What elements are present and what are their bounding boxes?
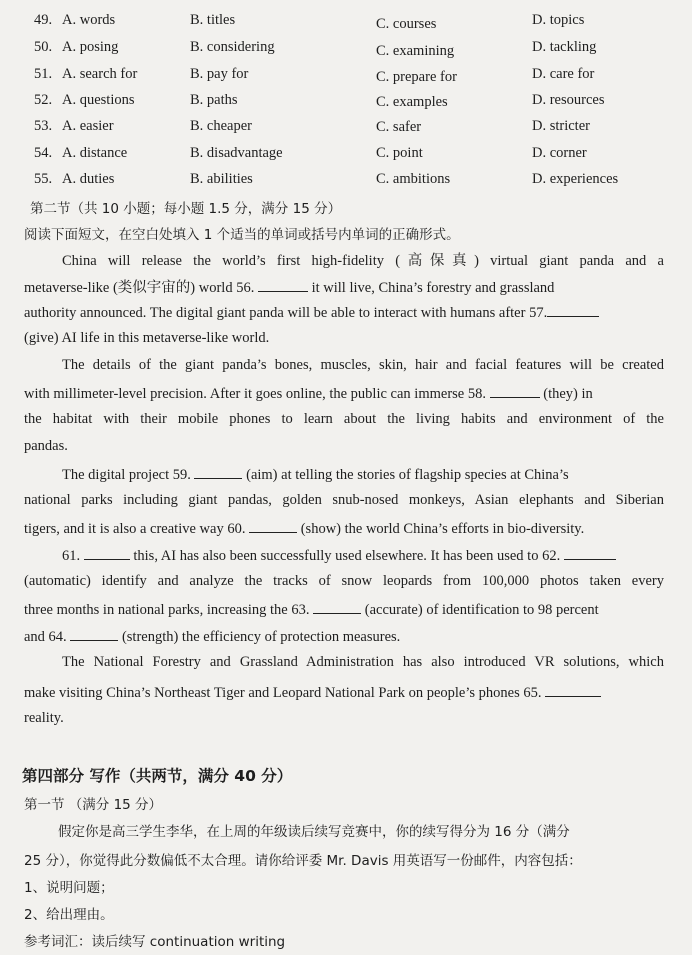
option-row-51	[0, 66, 692, 88]
passage-text: and 64.	[24, 629, 67, 645]
option-b: B. titles	[190, 12, 236, 28]
writing-prompt-line: 25 分），你觉得此分数偏低不太合理。请你给评委 Mr. Davis 用英语写一份邮件，内容包括：	[24, 853, 582, 869]
writing-item: 1、说明问题；	[24, 880, 114, 896]
passage-text: it will live, China’s forestry and grassland	[311, 280, 555, 296]
passage-line: The National Forestry and Grassland Administration has also introduced VR solutions, which	[62, 654, 664, 670]
passage-text: (aim) at telling the stories of flagship species at China’s	[246, 467, 569, 483]
option-d: D. corner	[532, 145, 587, 161]
blank-61[interactable]	[84, 546, 130, 560]
option-b: B. disadvantage	[190, 145, 283, 161]
part4-title: 第四部分 写作（共两节，满分 40 分）	[22, 767, 293, 785]
option-a-text: A. duties	[62, 171, 115, 187]
passage-text: make visiting China’s Northeast Tiger and Leopard National Park on people’s phones 65.	[24, 685, 542, 701]
passage-line	[62, 546, 664, 565]
passage-line: The details of the giant panda’s bones, muscles, skin, hair and facial features will be created	[62, 357, 664, 373]
passage-text: authority announced. The digital giant panda will be able to interact with humans after 57.	[24, 305, 548, 321]
option-d: D. tackling	[532, 39, 597, 55]
passage-line	[24, 384, 664, 403]
passage-line: pandas.	[24, 438, 68, 454]
option-c: C. examples	[376, 94, 448, 110]
option-d: D. resources	[532, 92, 605, 108]
option-c: C. ambitions	[376, 171, 451, 187]
passage-text: metaverse-like (类似宇宙的) world 56.	[24, 280, 255, 296]
option-a: 49.	[34, 12, 53, 28]
blank-65[interactable]	[545, 683, 601, 697]
option-c: C. point	[376, 145, 423, 161]
passage-text: The digital project 59.	[62, 467, 191, 483]
blank-57[interactable]	[547, 303, 599, 317]
blank-63[interactable]	[313, 600, 361, 614]
passage-text: (show) the world China’s efforts in bio-diversity.	[300, 521, 585, 537]
option-row-50	[0, 39, 692, 61]
reference-vocab: 参考词汇：读后续写 continuation writing	[24, 934, 286, 950]
passage-line	[24, 600, 664, 619]
option-d: D. stricter	[532, 118, 590, 134]
writing-prompt-line: 假定你是高三学生李华，在上周的年级读后续写竞赛中，你的续写得分为 16 分（满分	[58, 824, 570, 840]
blank-60[interactable]	[249, 519, 297, 533]
passage-line: the habitat with their mobile phones to learn about the living habits and environment of the	[24, 411, 664, 427]
option-num: 52.	[34, 92, 53, 108]
option-c: C. examining	[376, 43, 455, 59]
blank-58[interactable]	[490, 384, 540, 398]
section2-instruction: 阅读下面短文，在空白处填入 1 个适当的单词或括号内单词的正确形式。	[24, 227, 460, 243]
option-d: D. topics	[532, 12, 585, 28]
option-a-text: A. easier	[62, 118, 114, 134]
passage-text: (they) in	[543, 386, 593, 402]
option-num: 55.	[34, 171, 53, 187]
option-b: B. considering	[190, 39, 275, 55]
passage-line	[24, 683, 664, 702]
option-num: 53.	[34, 118, 53, 134]
passage-text: with millimeter-level precision. After it goes online, the public can immerse 58.	[24, 386, 486, 402]
passage-text: (strength) the efficiency of protection measures.	[121, 629, 401, 645]
passage-text: (accurate) of identification to 98 percent	[364, 602, 599, 618]
passage-line: national parks including giant pandas, golden snub-nosed monkeys, Asian elephants and Siberian	[24, 492, 664, 508]
passage-text: 61.	[62, 548, 81, 564]
blank-59[interactable]	[194, 465, 242, 479]
option-b: B. pay for	[190, 66, 249, 82]
passage-line	[24, 627, 664, 646]
writing-item: 2、给出理由。	[24, 907, 114, 923]
option-row-54	[0, 145, 692, 167]
passage-line: China will release the world’s first high-fidelity (高保真) virtual giant panda and a	[62, 253, 664, 269]
option-c: C. prepare for	[376, 69, 457, 85]
option-a-text: A. words	[62, 12, 116, 28]
option-row-53	[0, 118, 692, 140]
option-row-52	[0, 92, 692, 114]
blank-64[interactable]	[70, 627, 118, 641]
option-num: 54.	[34, 145, 53, 161]
option-d: D. experiences	[532, 171, 619, 187]
option-row-55	[0, 171, 692, 193]
passage-line	[62, 465, 664, 484]
option-b: B. abilities	[190, 171, 253, 187]
passage-line: (give) AI life in this metaverse-like world.	[24, 330, 270, 346]
blank-56[interactable]	[258, 278, 308, 292]
option-a-text: A. search for	[62, 66, 138, 82]
option-b: B. paths	[190, 92, 238, 108]
passage-line	[24, 519, 664, 538]
passage-line: reality.	[24, 710, 64, 726]
passage-text: this, AI has also been successfully used elsewhere. It has been used to 62.	[133, 548, 561, 564]
option-c: C. safer	[376, 119, 422, 135]
passage-line	[24, 276, 664, 297]
passage-line: (automatic) identify and analyze the tracks of snow leopards from 100,000 photos taken every	[24, 573, 664, 589]
passage-text: tigers, and it is also a creative way 60.	[24, 521, 246, 537]
section2-title: 第二节（共 10 小题；每小题 1.5 分，满分 15 分）	[30, 201, 342, 217]
option-a-text: A. distance	[62, 145, 128, 161]
option-num: 51.	[34, 66, 53, 82]
option-a-text: A. questions	[62, 92, 135, 108]
option-d: D. care for	[532, 66, 595, 82]
passage-line	[24, 303, 664, 322]
option-row-49	[0, 12, 692, 34]
part4-subsection: 第一节 （满分 15 分）	[24, 797, 163, 813]
blank-62[interactable]	[564, 546, 616, 560]
option-num: 50.	[34, 39, 53, 55]
passage-text: three months in national parks, increasing the 63.	[24, 602, 310, 618]
option-a-text: A. posing	[62, 39, 119, 55]
option-c: C. courses	[376, 16, 437, 32]
option-b: B. cheaper	[190, 118, 252, 134]
